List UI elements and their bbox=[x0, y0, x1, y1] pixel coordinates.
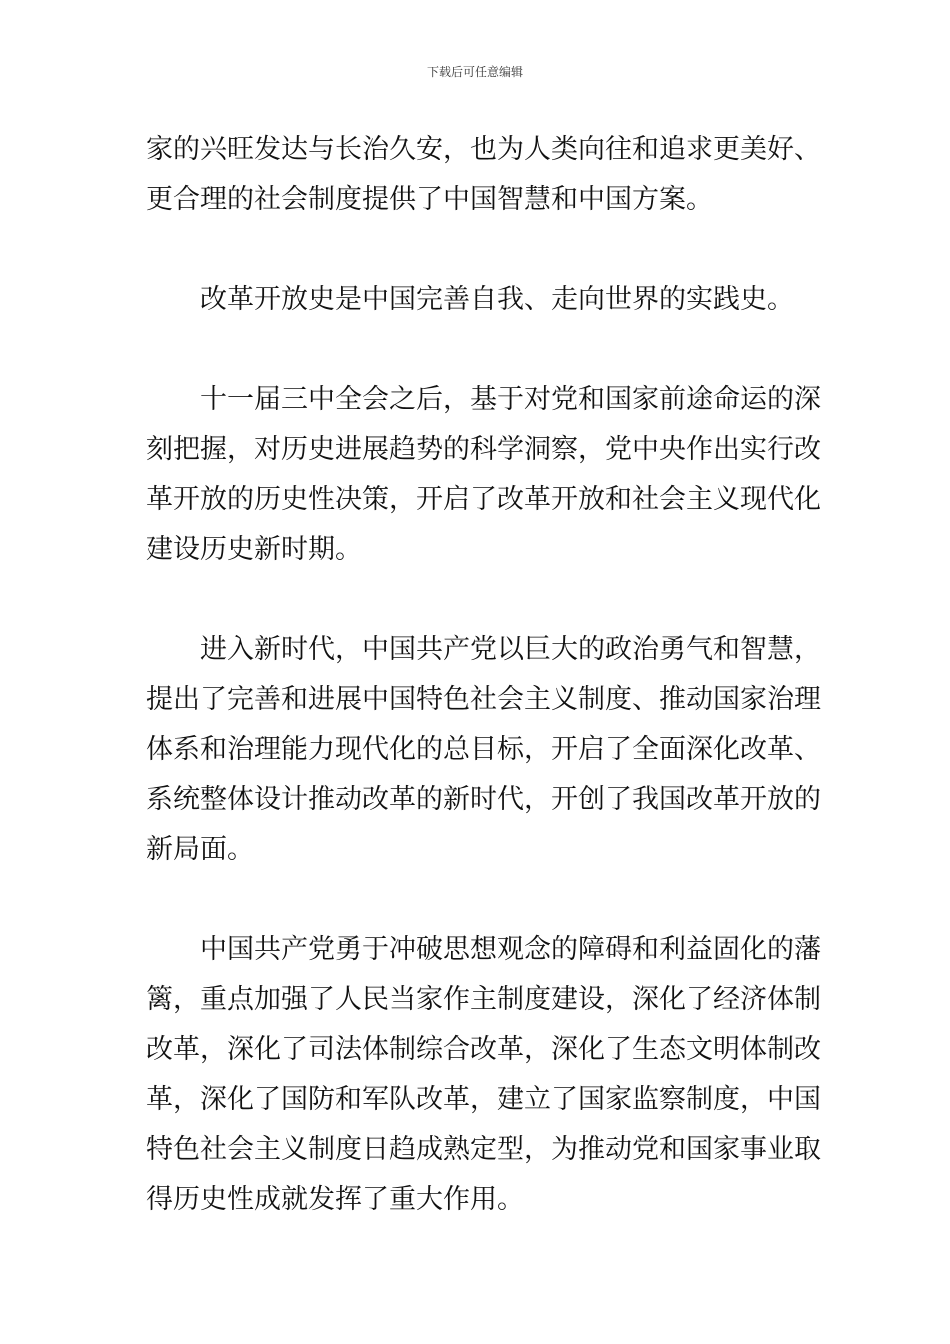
text-line: 特色社会主义制度日趋成熟定型，为推动党和国家事业取 bbox=[146, 1134, 821, 1165]
paragraph-third-plenum bbox=[146, 375, 821, 575]
text-line: 进入新时代，中国共产党以巨大的政治勇气和智慧， bbox=[200, 634, 821, 665]
text-line: 刻把握，对历史进展趋势的科学洞察，党中央作出实行改 bbox=[146, 434, 821, 465]
paragraph-gap bbox=[146, 575, 806, 625]
text-line: 更合理的社会制度提供了中国智慧和中国方案。 bbox=[146, 184, 713, 215]
text-line: 革，深化了国防和军队改革，建立了国家监察制度，中国 bbox=[146, 1084, 821, 1115]
text-line: 革开放的历史性决策，开启了改革开放和社会主义现代化 bbox=[146, 484, 821, 515]
text-line: 十一届三中全会之后，基于对党和国家前途命运的深 bbox=[200, 384, 821, 415]
document-body bbox=[146, 125, 821, 1225]
paragraph-party-reform bbox=[146, 925, 821, 1225]
paragraph-continuation bbox=[146, 125, 821, 225]
paragraph-gap bbox=[146, 875, 806, 925]
text-line: 篱，重点加强了人民当家作主制度建设，深化了经济体制 bbox=[146, 984, 821, 1015]
paragraph-new-era bbox=[146, 625, 821, 875]
text-line: 新局面。 bbox=[146, 834, 254, 865]
text-line: 家的兴旺发达与长治久安，也为人类向往和追求更美好、 bbox=[146, 134, 821, 165]
text-line: 体系和治理能力现代化的总目标，开启了全面深化改革、 bbox=[146, 734, 821, 765]
text-line: 建设历史新时期。 bbox=[146, 534, 362, 565]
text-line: 改革，深化了司法体制综合改革，深化了生态文明体制改 bbox=[146, 1034, 821, 1065]
text-line: 得历史性成就发挥了重大作用。 bbox=[146, 1184, 524, 1215]
page-header-note: 下载后可任意编辑 bbox=[426, 65, 523, 79]
text-line: 改革开放史是中国完善自我、走向世界的实践史。 bbox=[200, 284, 794, 315]
paragraph-gap bbox=[146, 325, 806, 375]
text-line: 提出了完善和进展中国特色社会主义制度、推动国家治理 bbox=[146, 684, 821, 715]
paragraph-gap bbox=[146, 225, 806, 275]
paragraph-reform-history bbox=[146, 275, 806, 325]
text-line: 系统整体设计推动改革的新时代，开创了我国改革开放的 bbox=[146, 784, 821, 815]
text-line: 中国共产党勇于冲破思想观念的障碍和利益固化的藩 bbox=[200, 934, 821, 965]
